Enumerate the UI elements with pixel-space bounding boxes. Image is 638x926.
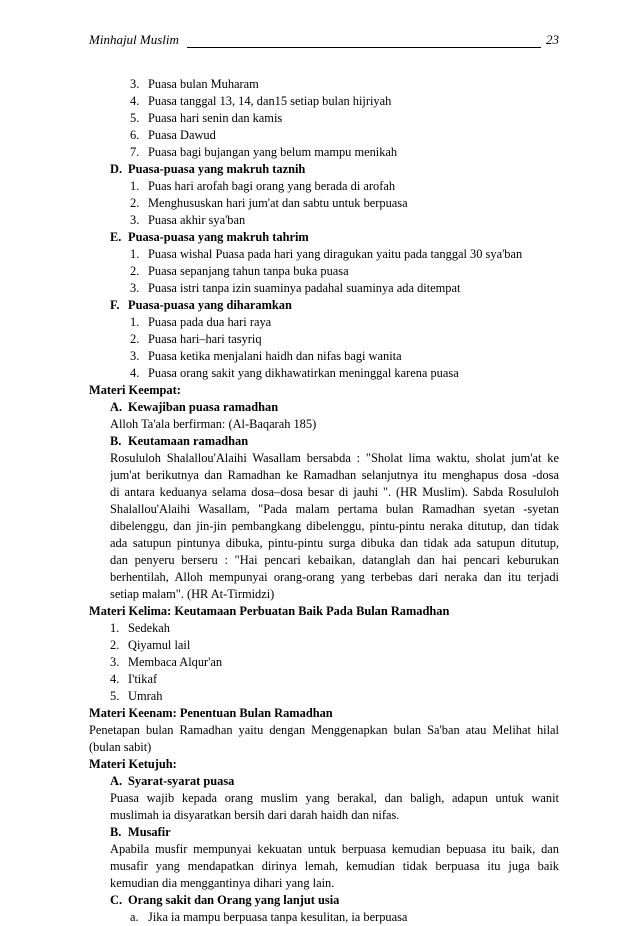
paragraph-line: Alloh Ta'ala berfirman: (Al-Baqarah 185) (110, 417, 317, 431)
list-item: 5. Puasa hari senin dan kamis (130, 111, 283, 125)
paragraph-line: dan penyeru berseru : "Hai pencari kebaikan, datanglah dan hai pencari keburukan (110, 553, 559, 567)
paragraph-line: berhentilah, Alloh mempunyai orang-orang yang terbebas dari neraka dan itu terjadi (110, 570, 559, 584)
list-item: a. Jika ia mampu berpuasa tanpa kesulitan, ia berpuasa (130, 910, 408, 924)
section-heading: C. Orang sakit dan Orang yang lanjut usia (110, 893, 340, 907)
chapter-heading: Materi Keenam: Penentuan Bulan Ramadhan (89, 706, 333, 720)
paragraph-line: di antara keduanya selama dosa–dosa besar di jauhi ". (HR Muslim). Sabda Rosululoh (110, 485, 559, 499)
header-rule (187, 47, 541, 48)
hadith-paragraph (89, 450, 559, 603)
section-heading: B. Musafir (110, 825, 171, 839)
section-heading: E. Puasa-puasa yang makruh tahrim (110, 230, 309, 244)
paragraph-line: dibelenggu, dan jin-jin pembangkang dibelenggu, pintu-pintu neraka ditutup, dan tidak (110, 519, 559, 533)
list-item: 7. Puasa bagi bujangan yang belum mampu menikah (130, 145, 398, 159)
list-item: 5. Umrah (110, 689, 163, 703)
list-item: 3. Puasa istri tanpa izin suaminya padahal suaminya ada ditempat (130, 281, 461, 295)
list-item: 2. Menghususkan hari jum'at dan sabtu untuk berpuasa (130, 196, 408, 210)
list-item: 1. Puasa wishal Puasa pada hari yang diragukan yaitu pada tanggal 30 sya'ban (130, 247, 523, 261)
list-item: 4. I'tikaf (110, 672, 158, 686)
list-item: 6. Puasa Dawud (130, 128, 216, 142)
list-item: 1. Puasa pada dua hari raya (130, 315, 272, 329)
chapter-heading: Materi Kelima: Keutamaan Perbuatan Baik Pada Bulan Ramadhan (89, 604, 450, 618)
paragraph-line: setiap malam". (HR At-Tirmidzi) (110, 587, 275, 601)
list-item: 3. Puasa ketika menjalani haidh dan nifas bagi wanita (130, 349, 402, 363)
paragraph-line: (bulan sabit) (89, 740, 152, 754)
section-heading: D. Puasa-puasa yang makruh taznih (110, 162, 306, 176)
paragraph-line: muslimah ia disyaratkan bersih dari darah haidh dan nifas. (110, 808, 400, 822)
list-item: 2. Qiyamul lail (110, 638, 191, 652)
list-item: 3. Membaca Alqur'an (110, 655, 223, 669)
running-title: Minhajul Muslim (89, 32, 179, 47)
list-item: 3. Puasa akhir sya'ban (130, 213, 246, 227)
paragraph-line: Puasa wajib kepada orang muslim yang berakal, dan baligh, adapun untuk wanit (110, 791, 559, 805)
section-heading: A. Kewajiban puasa ramadhan (110, 400, 279, 414)
paragraph-line: Shalallou'Alaihi Wasallam, "Pada malam pertama bulan Ramadhan syetan -syetan (110, 502, 559, 516)
paragraph (89, 841, 559, 892)
section-heading: A. Syarat-syarat puasa (110, 774, 235, 788)
paragraph-line: Rosululoh Shalallou'Alaihi Wasallam bersabda : "Sholat lima waktu, sholat jum'at ke (110, 451, 559, 465)
paragraph-line: kemudian dia menggantinya dihari yang lain. (110, 876, 335, 890)
paragraph-line: Penetapan bulan Ramadhan yaitu dengan Menggenapkan bulan Sa'ban atau Melihat hilal (89, 723, 559, 737)
list-item: 4. Puasa tanggal 13, 14, dan15 setiap bulan hijriyah (130, 94, 392, 108)
list-item: 2. Puasa sepanjang tahun tanpa buka puasa (130, 264, 349, 278)
list-item: 4. Puasa orang sakit yang dikhawatirkan meninggal karena puasa (130, 366, 459, 380)
list-item: 3. Puasa bulan Muharam (130, 77, 259, 91)
page-header (89, 32, 559, 52)
list-item: 1. Puas hari arofah bagi orang yang berada di arofah (130, 179, 396, 193)
section-heading: B. Keutamaan ramadhan (110, 434, 249, 448)
chapter-heading: Materi Ketujuh: (89, 757, 177, 771)
list-item: 2. Puasa hari–hari tasyriq (130, 332, 262, 346)
paragraph-line: jum'at berikutnya dan Ramadhan ke Ramadhan selanjutnya itu menghapus dosa -dosa (110, 468, 559, 482)
page-body (89, 76, 559, 926)
paragraph-line: Apabila musfir mempunyai kekuatan untuk berpuasa kemudian bepuasa itu baik, dan (110, 842, 559, 856)
page-number: 23 (546, 32, 559, 47)
paragraph-line: musafir yang mendapatkan dirinya lemah, kemudian tidak berpuasa itu juga baik (110, 859, 559, 873)
paragraph-line: ada satupun pintunya dibuka, pintu-pintu surga dibuka dan tidak ada satupun ditutup, (110, 536, 559, 550)
paragraph (89, 790, 559, 824)
section-heading: F. Puasa-puasa yang diharamkan (110, 298, 292, 312)
list-item: 1. Sedekah (110, 621, 170, 635)
chapter-heading: Materi Keempat: (89, 383, 181, 397)
